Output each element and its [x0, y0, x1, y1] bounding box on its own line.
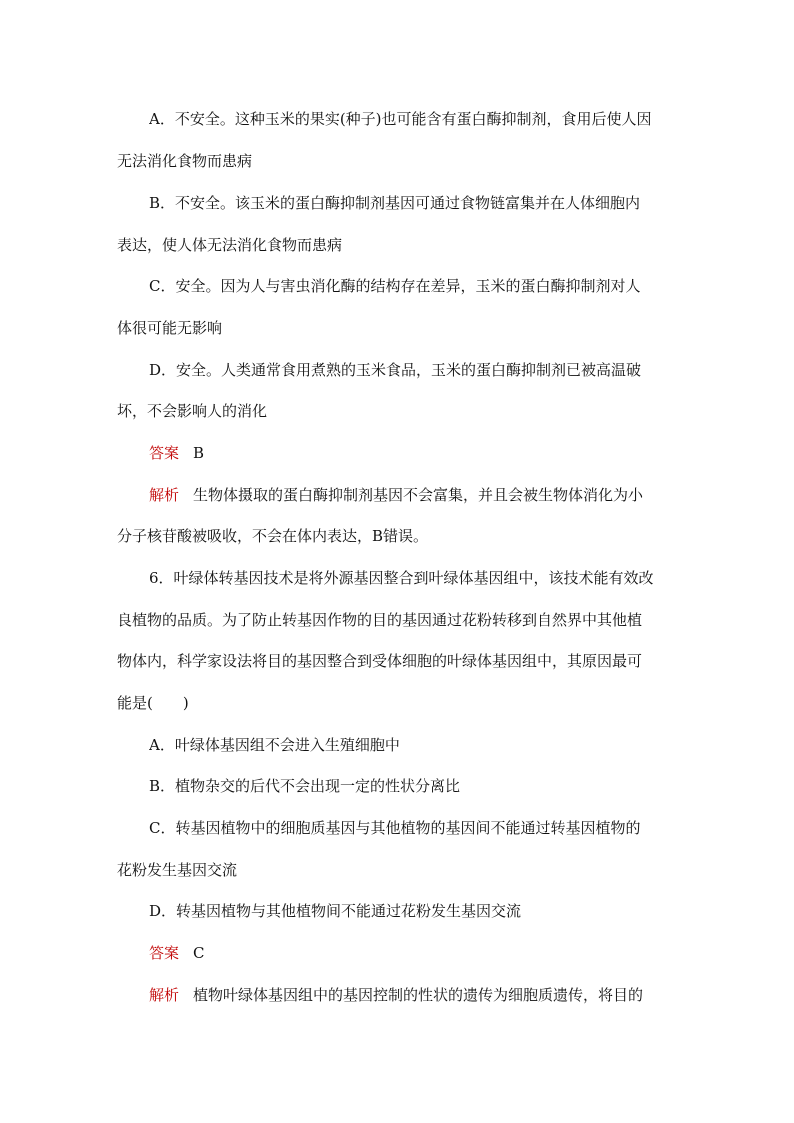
analysis-text: 植物叶绿体基因组中的基因控制的性状的遗传为细胞质遗传，将目的 — [193, 986, 644, 1004]
answer-label: 答案 — [149, 944, 180, 962]
q6-option-c-line-2: 花粉发生基因交流 — [117, 861, 238, 879]
q5-option-d-line-2: 坏，不会影响人的消化 — [117, 402, 268, 420]
q5-option-a-line-1: A．不安全。这种玉米的果实(种子)也可能含有蛋白酶抑制剂，食用后使人因 — [149, 110, 652, 128]
q5-option-b-line-1: B．不安全。该玉米的蛋白酶抑制剂基因可通过食物链富集并在人体细胞内 — [149, 194, 641, 212]
q5-analysis-line-2: 分子核苷酸被吸收，不会在体内表达，B错误。 — [117, 527, 429, 545]
q5-option-b-line-2: 表达，使人体无法消化食物而患病 — [117, 236, 343, 254]
q6-option-a: A．叶绿体基因组不会进入生殖细胞中 — [149, 736, 400, 754]
q5-answer — [149, 442, 682, 464]
q5-option-c-line-2: 体很可能无影响 — [117, 319, 223, 337]
q6-option-c-line-1: C．转基因植物中的细胞质基因与其他植物的基因间不能通过转基因植物的 — [149, 819, 641, 837]
q5-option-a-line-2: 无法消化食物而患病 — [117, 152, 253, 170]
q6-option-d: D．转基因植物与其他植物间不能通过花粉发生基因交流 — [149, 902, 522, 920]
q5-option-c-line-1: C．安全。因为人与害虫消化酶的结构存在差异，玉米的蛋白酶抑制剂对人 — [149, 277, 641, 295]
q6-option-b: B．植物杂交的后代不会出现一定的性状分离比 — [149, 777, 461, 795]
analysis-label: 解析 — [149, 986, 180, 1004]
q6-stem-line-3: 物体内，科学家设法将目的基因整合到受体细胞的叶绿体基因组中，其原因最可 — [117, 652, 643, 670]
answer-value: B — [193, 444, 205, 462]
analysis-text: 生物体摄取的蛋白酶抑制剂基因不会富集，并且会被生物体消化为小 — [193, 486, 644, 504]
q6-stem-line-1: 6．叶绿体转基因技术是将外源基因整合到叶绿体基因组中，该技术能有效改 — [149, 569, 654, 587]
q6-analysis-line-1 — [149, 984, 682, 1006]
answer-value: C — [193, 944, 205, 962]
answer-label: 答案 — [149, 444, 180, 462]
analysis-label: 解析 — [149, 486, 180, 504]
q6-stem-line-4: 能是( ) — [117, 694, 189, 712]
q6-stem-line-2: 良植物的品质。为了防止转基因作物的目的基因通过花粉转移到自然界中其他植 — [117, 611, 643, 629]
q6-answer — [149, 942, 682, 964]
q5-option-d-line-1: D．安全。人类通常食用煮熟的玉米食品，玉米的蛋白酶抑制剂已被高温破 — [149, 361, 642, 379]
q5-analysis-line-1 — [149, 484, 682, 506]
